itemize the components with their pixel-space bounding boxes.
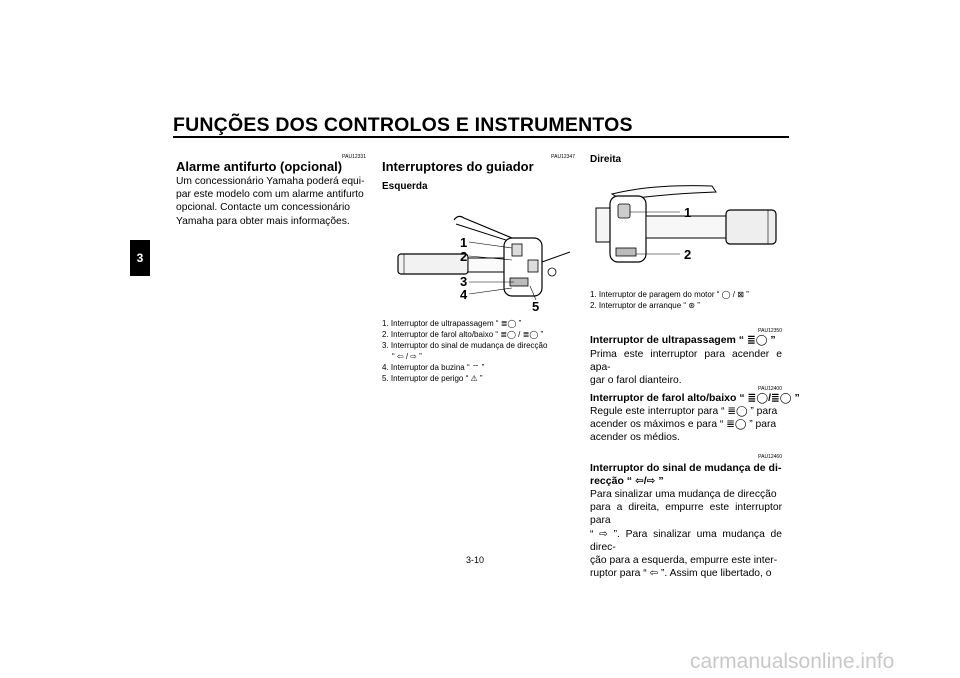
header-rule (173, 136, 789, 138)
caption-item: 2. Interruptor de farol alto/baixo “ ≣◯ / ≣◯ ” (382, 330, 544, 339)
figure-number: 2 (460, 249, 468, 264)
figure-number: 1 (684, 205, 692, 220)
alarm-body (176, 175, 366, 228)
figure-number: 1 (460, 235, 468, 250)
section-title-dimmer: Interruptor de farol alto/baixo “ ≣◯/≣◯ ” (590, 392, 800, 404)
caption-item: 3. Interruptor do sinal de mudança de direcção (382, 341, 548, 350)
dimmer-body (590, 405, 782, 445)
section-code: PAU12460 (758, 454, 782, 460)
chapter-tab-number: 3 (136, 251, 144, 265)
body-line: acender os máximos e para “ ≣◯ ” para (590, 419, 777, 431)
body-line: Prima este interruptor para acender e apa- (590, 349, 782, 374)
title-line: Interruptor do sinal de mudança de di- (590, 462, 782, 474)
right-handlebar-figure (592, 182, 782, 272)
caption-item: “ ⇦ / ⇨ ” (392, 352, 422, 361)
figure-number: 5 (532, 299, 540, 312)
section-title-switches: Interruptores do guiador (382, 159, 534, 174)
caption-item: 1. Interruptor de paragem do motor “ ◯ / ⊠ ” (590, 290, 749, 299)
body-line: ção para a esquerda, empurre este inter- (590, 555, 778, 567)
turn-signal-body (590, 488, 782, 580)
chapter-tab (130, 240, 150, 276)
section-title-flash: Interruptor de ultrapassagem “ ≣◯ ” (590, 334, 776, 346)
watermark-text: carmanualsonline.info (690, 650, 895, 673)
left-captions (382, 318, 578, 384)
figure-number: 3 (460, 274, 468, 289)
body-line: par este modelo com um alarme antifurto (176, 189, 364, 201)
section-code: PAU12331 (342, 154, 366, 160)
figure-number: 2 (684, 247, 692, 262)
left-handlebar-figure (394, 212, 574, 312)
caption-item: 4. Interruptor da buzina “ ⌔ ” (382, 363, 485, 372)
body-line: para a direita, empurre este interruptor para (590, 502, 782, 527)
flash-body (590, 348, 782, 388)
body-line: “ ⇨ ”. Para sinalizar uma mudança de direc- (590, 528, 782, 553)
title-line: recção “ ⇦/⇨ ” (590, 475, 664, 487)
page-header-title: FUNÇÕES DOS CONTROLOS E INSTRUMENTOS (173, 114, 633, 136)
page-number: 3-10 (466, 555, 485, 565)
section-code: PAU12400 (758, 386, 782, 392)
section-code: PAU12350 (758, 328, 782, 334)
right-captions (590, 289, 786, 311)
section-title-turn-signal (590, 462, 781, 488)
caption-item: 5. Interruptor de perigo “ ⚠ ” (382, 374, 483, 383)
body-line: opcional. Contacte um concessionário (176, 202, 351, 214)
body-line: Um concessionário Yamaha poderá equi- (176, 176, 365, 187)
caption-item: 1. Interruptor de ultrapassagem “ ≣◯ ” (382, 319, 522, 328)
subtitle-right: Direita (590, 154, 622, 165)
body-line: Regule este interruptor para “ ≣◯ ” para (590, 406, 778, 417)
caption-item: 2. Interruptor de arranque “ ⊛ ” (590, 301, 700, 310)
body-line: Para sinalizar uma mudança de direcção (590, 489, 777, 500)
section-code: PAU12347 (551, 154, 575, 160)
figure-number: 4 (460, 287, 468, 302)
body-line: Yamaha para obter mais informações. (176, 215, 350, 227)
body-line: ruptor para “ ⇦ ”. Assim que libertado, o (590, 568, 772, 580)
subtitle-left: Esquerda (382, 181, 428, 192)
body-line: gar o farol dianteiro. (590, 375, 682, 387)
section-title-alarm: Alarme antifurto (opcional) (176, 159, 343, 174)
body-line: acender os médios. (590, 432, 680, 444)
